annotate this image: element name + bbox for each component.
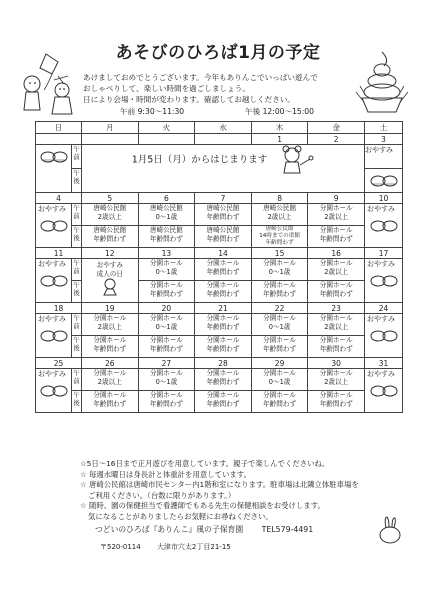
date-cell: 26 (82, 358, 139, 369)
session-cell: 唐崎公民館 2歳以上 (82, 204, 139, 226)
holiday-label: おやすみ 成人の日 (96, 261, 123, 278)
banner-text: 1月5日（月）からはじまります (131, 154, 268, 166)
session-cell: 分園ホール 2歳以上 (308, 259, 365, 281)
session-cell: 分園ホール 2歳以上 (308, 314, 365, 336)
weekday-fri: 金 (308, 122, 365, 134)
week3-dates (36, 248, 403, 259)
week2-dates (36, 193, 403, 204)
mochi-icon (39, 379, 69, 399)
note-line: ご利用ください。（台数に限りがあります。） (88, 490, 236, 500)
session-cell: 唐崎公民館 年齢問わず (82, 226, 139, 248)
date-cell: 15 (251, 248, 308, 259)
closed-label: おやすみ (367, 315, 395, 323)
date-cell: 11 (36, 248, 82, 259)
week4-pm (36, 336, 403, 358)
closed-label: おやすみ (38, 315, 66, 323)
week5-am (36, 369, 403, 391)
week4-am (36, 314, 403, 336)
session-cell: 分園ホール 2歳以上 (82, 369, 139, 391)
week2-pm (36, 226, 403, 248)
am-label: 午前 (72, 145, 82, 169)
start-banner (82, 145, 365, 193)
saturday-closed (365, 369, 403, 413)
date-cell: 7 (195, 193, 252, 204)
calendar-table (35, 121, 403, 413)
rabbit-icon (372, 515, 408, 545)
date-cell: 2 (308, 134, 365, 145)
date-cell: 13 (138, 248, 195, 259)
date-cell: 1 (251, 134, 308, 145)
am-label: 午前 (72, 314, 82, 336)
date-cell: 14 (195, 248, 252, 259)
date-cell: 10 (365, 193, 403, 204)
date-cell: 8 (251, 193, 308, 204)
kite-children-illustration (18, 50, 80, 120)
closed-label: おやすみ (367, 370, 395, 378)
pm-label: 午後 (72, 169, 82, 193)
closed-label: おやすみ (367, 260, 395, 268)
closed-label: おやすみ (38, 260, 66, 268)
organization-name: つどいのひろば『ありんこ』風の子保育園 (95, 525, 244, 534)
date-cell: 12 (82, 248, 139, 259)
am-label: 午前 (72, 369, 82, 391)
mochi-icon (39, 269, 69, 289)
intro-line: あけましておめでとうございます。今年もありんこでいっぱい遊んで (83, 73, 318, 82)
postal-code: 〒520-0114 (100, 543, 141, 551)
session-cell: 分園ホール 年齢問わず (308, 336, 365, 358)
mochi-icon (369, 324, 399, 344)
session-cell: 分園ホール 年齢問わず (308, 281, 365, 303)
saturday-closed (365, 314, 403, 358)
weekday-sun: 日 (36, 122, 82, 134)
weekday-thu: 木 (251, 122, 308, 134)
note-line: ☆ 毎週水曜日は身長計と体重計を用意しています。 (80, 469, 251, 479)
bear-icon (278, 145, 314, 175)
session-cell: 分園ホール 2歳以上 (308, 204, 365, 226)
session-cell: 分園ホール 0～1歳 (138, 369, 195, 391)
session-cell: 分園ホール 0～1歳 (138, 314, 195, 336)
session-cell: 分園ホール 0～1歳 (251, 369, 308, 391)
date-cell: 18 (36, 303, 82, 314)
date-cell: 9 (308, 193, 365, 204)
session-cell: 分園ホール 年齢問わず (138, 336, 195, 358)
session-cell: 唐崎公民館 0～1歳 (138, 204, 195, 226)
session-cell: 分園ホール 年齢問わず (195, 281, 252, 303)
week1-am (36, 145, 403, 169)
week2-am (36, 204, 403, 226)
street-address: 大津市穴太2丁目21-15 (156, 543, 231, 551)
session-cell: 唐崎公民館 年齢問わず (138, 226, 195, 248)
date-cell: 22 (251, 303, 308, 314)
hours (120, 106, 360, 117)
sunday-closed (36, 204, 72, 248)
page-title: あそびのひろば1月の予定 (115, 43, 321, 63)
saturday-closed-mochi (365, 169, 403, 193)
intro-line: 日により会場・時間が変わります。確認してお越しください。 (83, 95, 296, 104)
intro-text (83, 72, 353, 105)
phone-number: TEL579-4491 (261, 525, 314, 534)
saturday-closed (365, 204, 403, 248)
am-label: 午前 (72, 259, 82, 281)
date-cell: 25 (36, 358, 82, 369)
date-cell: 31 (365, 358, 403, 369)
session-cell: 分園ホール 年齢問わず (195, 314, 252, 336)
session-cell: 分園ホール 0～1歳 (251, 259, 308, 281)
date-cell: 16 (308, 248, 365, 259)
week5-dates (36, 358, 403, 369)
session-cell: 分園ホール 年齢問わず (138, 391, 195, 413)
sunday-closed (36, 259, 72, 303)
date-cell: 28 (195, 358, 252, 369)
sunday-closed (36, 369, 72, 413)
date-cell: 30 (308, 358, 365, 369)
date-cell: 27 (138, 358, 195, 369)
session-cell: 分園ホール 年齢問わず (251, 281, 308, 303)
date-cell: 3 (365, 134, 403, 145)
session-cell: 分園ホール 年齢問わず (308, 391, 365, 413)
week5-pm (36, 391, 403, 413)
session-cell: 唐崎公民館 年齢問わず (195, 204, 252, 226)
session-cell: 分園ホール 年齢問わず (195, 336, 252, 358)
date-cell: 6 (138, 193, 195, 204)
date-cell: 17 (365, 248, 403, 259)
mochi-icon (39, 214, 69, 234)
weekday-tue: 火 (138, 122, 195, 134)
weekday-sat: 土 (365, 122, 403, 134)
date-cell: 23 (308, 303, 365, 314)
sunday-closed-mochi (36, 145, 72, 193)
weekday-header (36, 122, 403, 134)
session-cell: 分園ホール 年齢問わず (195, 259, 252, 281)
saturday-closed (365, 259, 403, 303)
note-line: 気になることがありましたらお気軽にお尋ねください。 (88, 511, 273, 521)
session-cell: 分園ホール 年齢問わず (138, 281, 195, 303)
note-line: ☆5日～16日まで正月遊びを用意しています。親子で楽しんでくださいね。 (80, 459, 330, 468)
mochi-icon (369, 269, 399, 289)
date-cell: 21 (195, 303, 252, 314)
session-cell: 分園ホール 年齢問わず (308, 226, 365, 248)
address (100, 542, 360, 552)
session-cell: 唐崎公民館 年齢問わず (195, 226, 252, 248)
pm-label: 午後 (72, 226, 82, 248)
pm-hours: 午後 12:00～15:00 (245, 107, 314, 116)
mochi-icon (39, 324, 69, 344)
date-cell: 29 (251, 358, 308, 369)
week4-dates (36, 303, 403, 314)
note-line: ☆ 随時、園の保健担当で看護師でもある先生の保健相談をお受けします。 (80, 501, 325, 511)
mochi-icon (369, 169, 399, 189)
am-hours: 午前 9:30～11:30 (120, 107, 185, 116)
closed-label: おやすみ (38, 205, 66, 213)
note-line: ☆ 唐崎公民館は唐崎市民センター内1階和室になります。駐車場は北隣立体駐車場を (80, 480, 359, 490)
session-cell: 分園ホール 年齢問わず (251, 391, 308, 413)
pm-label: 午後 (72, 391, 82, 413)
footer (95, 524, 415, 535)
session-cell: 分園ホール 2歳以上 (308, 369, 365, 391)
session-cell: 分園ホール 年齢問わず (82, 391, 139, 413)
pm-label: 午後 (72, 281, 82, 303)
session-cell: 分園ホール 年齢問わず (82, 336, 139, 358)
date-cell: 4 (36, 193, 82, 204)
session-cell: 分園ホール 年齢問わず (195, 369, 252, 391)
session-cell: 唐崎公民館 2歳以上 (251, 204, 308, 226)
session-cell: 分園ホール 0～1歳 (251, 314, 308, 336)
weekday-mon: 月 (82, 122, 139, 134)
notes (80, 459, 410, 523)
week3-am (36, 259, 403, 281)
session-cell: 分園ホール 0～1歳 (138, 259, 195, 281)
mochi-icon (369, 379, 399, 399)
date-cell: 19 (82, 303, 139, 314)
closed-label: おやすみ (38, 370, 66, 378)
session-cell: 分園ホール 年齢問わず (251, 336, 308, 358)
saturday-closed: おやすみ (365, 145, 403, 169)
intro-line: おしゃべりして、楽しい時間を過ごしましょう。 (83, 84, 250, 93)
am-label: 午前 (72, 204, 82, 226)
pm-label: 午後 (72, 336, 82, 358)
mochi-icon (39, 145, 69, 165)
holiday-cell (82, 259, 139, 303)
sunday-closed (36, 314, 72, 358)
session-cell: 唐崎公民館 14時までの诺館 年齢問わず (251, 226, 308, 248)
weekday-wed: 水 (195, 122, 252, 134)
session-cell: 分園ホール 2歳以上 (82, 314, 139, 336)
week1-dates (36, 134, 403, 145)
mochi-icon (369, 214, 399, 234)
date-cell: 24 (365, 303, 403, 314)
date-cell: 5 (82, 193, 139, 204)
child-icon (97, 278, 123, 296)
closed-label: おやすみ (367, 205, 395, 213)
date-cell: 20 (138, 303, 195, 314)
session-cell: 分園ホール 年齢問わず (195, 391, 252, 413)
